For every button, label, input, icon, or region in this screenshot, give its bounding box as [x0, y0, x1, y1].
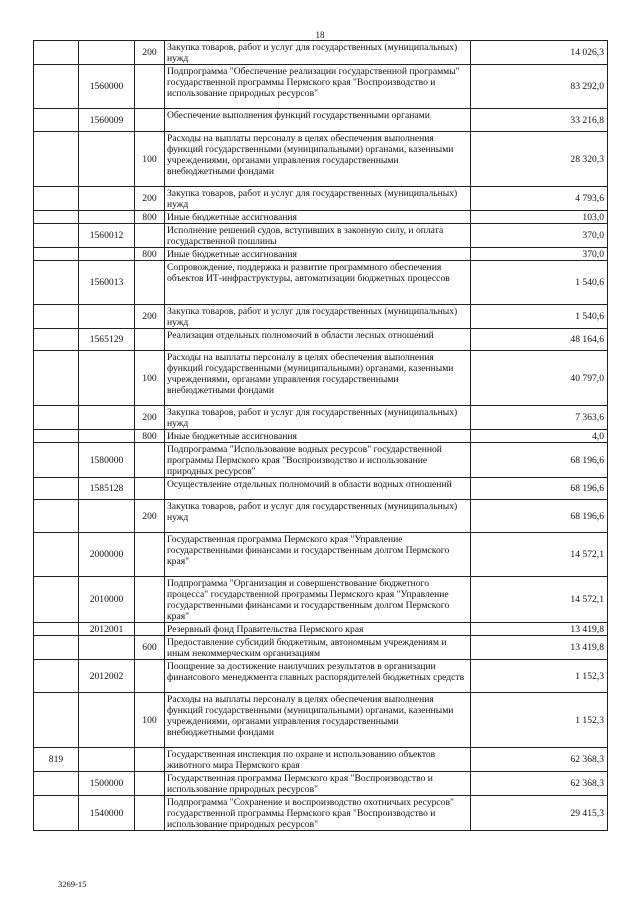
expense-type [135, 478, 165, 500]
table-row [34, 406, 608, 430]
table-row [34, 796, 608, 831]
expense-type [135, 224, 165, 248]
item-amount: 28 320,3 [471, 132, 608, 187]
target-code [79, 500, 135, 533]
item-description: Поощрение за достижение наилучших результатов в организации финансового менеджмента главных распорядителей бюджетных средств [165, 660, 471, 693]
target-code: 1540000 [79, 796, 135, 831]
target-code: 1580000 [79, 443, 135, 478]
item-amount: 4 793,6 [471, 187, 608, 211]
target-code: 2000000 [79, 533, 135, 577]
table-row [34, 772, 608, 796]
item-description: Подпрограмма "Сохранение и воспроизводство охотничьих ресурсов" государственной программы Пермского края "Воспроизводство и использование природных ресурсов" [165, 796, 471, 831]
item-amount: 83 292,0 [471, 65, 608, 109]
item-description: Государственная инспекция по охране и использованию объектов животного мира Пермского края [165, 748, 471, 772]
target-code: 2012002 [79, 660, 135, 693]
table-row [34, 748, 608, 772]
table-row [34, 351, 608, 406]
item-description: Закупка товаров, работ и услуг для государственных (муниципальных) нужд [165, 41, 471, 65]
target-code [79, 132, 135, 187]
admin-code [34, 305, 79, 329]
admin-code [34, 443, 79, 478]
table-row [34, 41, 608, 65]
table-row [34, 443, 608, 478]
admin-code [34, 261, 79, 305]
expense-type [135, 623, 165, 636]
item-description: Исполнение решений судов, вступивших в законную силу, и оплата государственной пошлины [165, 224, 471, 248]
item-description: Предоставление субсидий бюджетным, автономным учреждениям и иным некоммерческим организациям [165, 636, 471, 660]
target-code: 1585128 [79, 478, 135, 500]
admin-code [34, 41, 79, 65]
target-code: 1565129 [79, 329, 135, 351]
item-description: Государственная программа Пермского края "Воспроизводство и использование природных ресурсов" [165, 772, 471, 796]
admin-code [34, 623, 79, 636]
table-row [34, 109, 608, 132]
table-row [34, 261, 608, 305]
item-description: Иные бюджетные ассигнования [165, 248, 471, 261]
item-amount: 13 419,8 [471, 636, 608, 660]
target-code [79, 406, 135, 430]
expense-type: 200 [135, 41, 165, 65]
item-description: Реализация отдельных полномочий в области лесных отношений [165, 329, 471, 351]
item-amount: 62 368,3 [471, 772, 608, 796]
item-amount: 370,0 [471, 248, 608, 261]
admin-code [34, 577, 79, 623]
item-description: Закупка товаров, работ и услуг для государственных (муниципальных) нужд [165, 500, 471, 533]
item-description: Расходы на выплаты персоналу в целях обеспечения выполнения функций государственными (муниципальными) органами, казенными учреждениями, органами управления государственными внебюджетными фондами [165, 693, 471, 748]
table-row [34, 211, 608, 224]
item-description: Иные бюджетные ассигнования [165, 211, 471, 224]
item-description: Закупка товаров, работ и услуг для государственных (муниципальных) нужд [165, 406, 471, 430]
admin-code: 819 [34, 748, 79, 772]
item-description: Расходы на выплаты персоналу в целях обеспечения выполнения функций государственными (муниципальными) органами, казенными учреждениями, органами управления государственными внебюджетными фондами [165, 351, 471, 406]
item-description: Резервный фонд Правительства Пермского края [165, 623, 471, 636]
item-description: Закупка товаров, работ и услуг для государственных (муниципальных) нужд [165, 305, 471, 329]
target-code: 1560009 [79, 109, 135, 132]
admin-code [34, 406, 79, 430]
expense-type [135, 796, 165, 831]
expense-type: 100 [135, 351, 165, 406]
expense-type: 200 [135, 406, 165, 430]
target-code: 2012001 [79, 623, 135, 636]
item-amount: 68 196,6 [471, 500, 608, 533]
admin-code [34, 533, 79, 577]
expense-type [135, 443, 165, 478]
admin-code [34, 693, 79, 748]
item-description: Осуществление отдельных полномочий в области водных отношений [165, 478, 471, 500]
expense-type: 800 [135, 248, 165, 261]
item-description: Подпрограмма "Использование водных ресурсов" государственной программы Пермского края "Воспроизводство и использование природных ресурсов" [165, 443, 471, 478]
target-code: 1560012 [79, 224, 135, 248]
item-amount: 370,0 [471, 224, 608, 248]
target-code: 1560000 [79, 65, 135, 109]
admin-code [34, 187, 79, 211]
admin-code [34, 132, 79, 187]
expense-type [135, 109, 165, 132]
target-code [79, 305, 135, 329]
admin-code [34, 351, 79, 406]
expense-type [135, 261, 165, 305]
admin-code [34, 772, 79, 796]
expense-type [135, 748, 165, 772]
expense-type [135, 660, 165, 693]
page-number: 18 [315, 30, 325, 40]
item-amount: 68 196,6 [471, 443, 608, 478]
admin-code [34, 65, 79, 109]
table-row [34, 248, 608, 261]
expense-type: 800 [135, 211, 165, 224]
expense-type: 200 [135, 187, 165, 211]
table-row [34, 305, 608, 329]
expense-type: 100 [135, 693, 165, 748]
target-code [79, 636, 135, 660]
table-row [34, 636, 608, 660]
target-code: 1500000 [79, 772, 135, 796]
table-row [34, 187, 608, 211]
item-amount: 14 026,3 [471, 41, 608, 65]
item-amount: 62 368,3 [471, 748, 608, 772]
expense-type: 600 [135, 636, 165, 660]
target-code [79, 430, 135, 443]
item-description: Государственная программа Пермского края "Управление государственными финансами и государственным долгом Пермского края" [165, 533, 471, 577]
admin-code [34, 211, 79, 224]
item-description: Закупка товаров, работ и услуг для государственных (муниципальных) нужд [165, 187, 471, 211]
item-amount: 1 152,3 [471, 660, 608, 693]
table-row [34, 623, 608, 636]
table-row [34, 478, 608, 500]
admin-code [34, 660, 79, 693]
item-amount: 103,0 [471, 211, 608, 224]
admin-code [34, 500, 79, 533]
item-amount: 13 419,8 [471, 623, 608, 636]
expense-type [135, 533, 165, 577]
table-row [34, 500, 608, 533]
table-row [34, 693, 608, 748]
expense-type: 200 [135, 305, 165, 329]
target-code [79, 693, 135, 748]
admin-code [34, 478, 79, 500]
item-amount: 29 415,3 [471, 796, 608, 831]
document-code: 3269-15 [58, 879, 87, 889]
target-code [79, 41, 135, 65]
table-row [34, 132, 608, 187]
target-code [79, 248, 135, 261]
table-row [34, 533, 608, 577]
expense-type [135, 772, 165, 796]
item-amount: 14 572,1 [471, 533, 608, 577]
table-row [34, 577, 608, 623]
item-description: Расходы на выплаты персоналу в целях обеспечения выполнения функций государственными (муниципальными) органами, казенными учреждениями, органами управления государственными внебюджетными фондами [165, 132, 471, 187]
expense-type [135, 65, 165, 109]
target-code [79, 211, 135, 224]
target-code [79, 748, 135, 772]
expense-type [135, 577, 165, 623]
item-amount: 4,0 [471, 430, 608, 443]
admin-code [34, 796, 79, 831]
expense-type [135, 329, 165, 351]
table-row [34, 430, 608, 443]
target-code [79, 351, 135, 406]
admin-code [34, 248, 79, 261]
expense-type: 200 [135, 500, 165, 533]
admin-code [34, 224, 79, 248]
admin-code [34, 636, 79, 660]
expense-type: 800 [135, 430, 165, 443]
item-amount: 48 164,6 [471, 329, 608, 351]
target-code: 2010000 [79, 577, 135, 623]
target-code [79, 187, 135, 211]
item-description: Иные бюджетные ассигнования [165, 430, 471, 443]
target-code: 1560013 [79, 261, 135, 305]
item-amount: 1 540,6 [471, 261, 608, 305]
table-row [34, 329, 608, 351]
item-description: Обеспечение выполнения функций государственными органами [165, 109, 471, 132]
item-amount: 7 363,6 [471, 406, 608, 430]
table-row [34, 65, 608, 109]
budget-table [33, 40, 608, 831]
item-amount: 68 196,6 [471, 478, 608, 500]
item-description: Сопровождение, поддержка и развитие программного обеспечения объектов ИТ-инфраструктуры, автоматизации бюджетных процессов [165, 261, 471, 305]
item-amount: 33 216,8 [471, 109, 608, 132]
item-amount: 14 572,1 [471, 577, 608, 623]
item-amount: 40 797,0 [471, 351, 608, 406]
item-amount: 1 540,6 [471, 305, 608, 329]
table-row [34, 224, 608, 248]
item-description: Подпрограмма "Организация и совершенствование бюджетного процесса" государственной программы Пермского края "Управление государственными финансами и государственным долгом Пермского края" [165, 577, 471, 623]
admin-code [34, 109, 79, 132]
item-description: Подпрограмма "Обеспечение реализации государственной программы" государственной программы Пермского края "Воспроизводство и использование природных ресурсов" [165, 65, 471, 109]
admin-code [34, 329, 79, 351]
table-row [34, 660, 608, 693]
item-amount: 1 152,3 [471, 693, 608, 748]
expense-type: 100 [135, 132, 165, 187]
admin-code [34, 430, 79, 443]
